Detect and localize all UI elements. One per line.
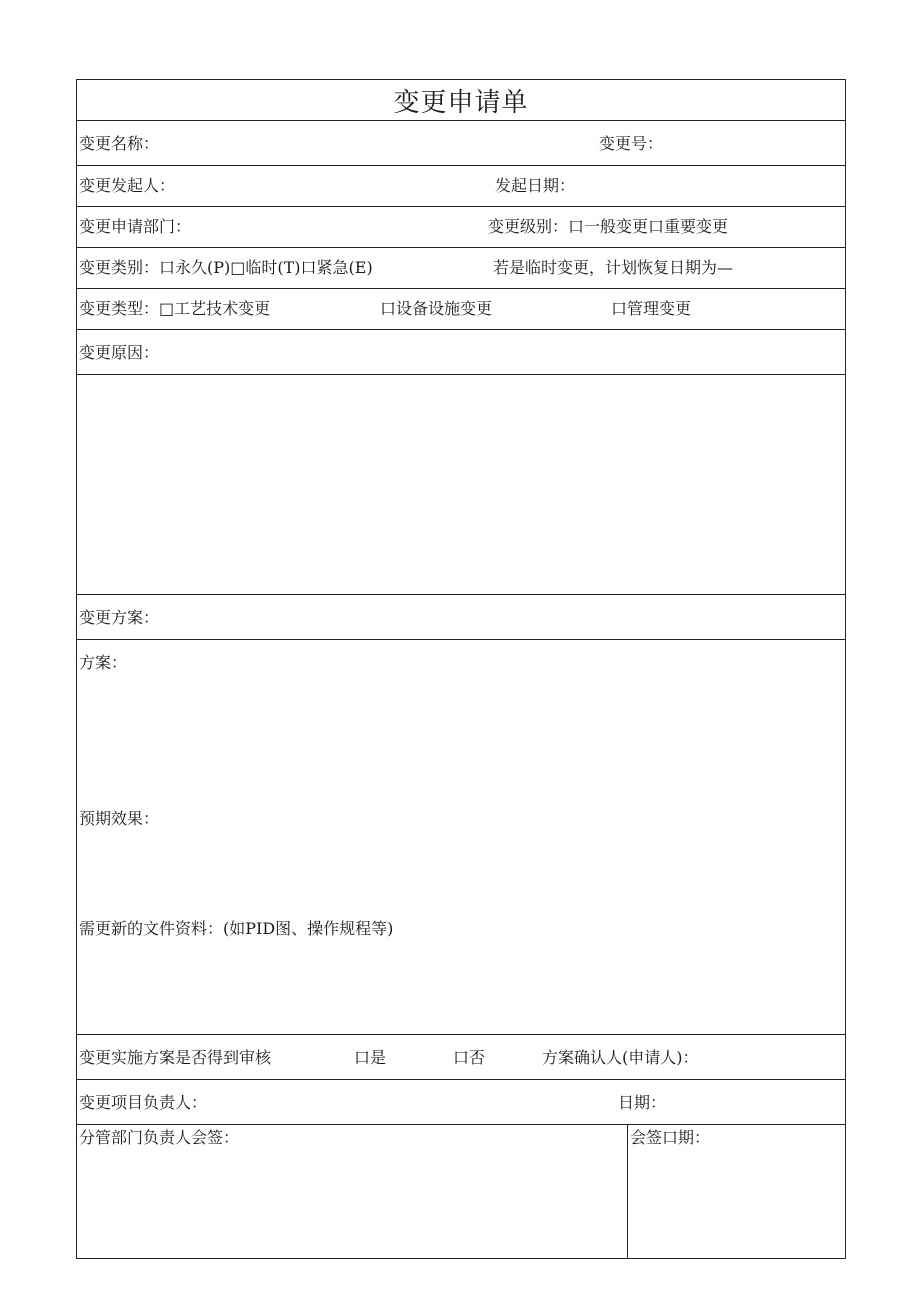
department-label: 变更申请部门： (79, 217, 192, 236)
change-type-equipment-option: 口设备设施变更 (380, 299, 493, 318)
title-row (77, 80, 845, 121)
date-label: 日期： (618, 1093, 667, 1112)
plan-confirmer-label: 方案确认人(申请人)： (542, 1048, 699, 1067)
form-title: 变更申请单 (393, 88, 529, 118)
scheme-label: 方案： (79, 653, 128, 672)
signature-divider (627, 1125, 628, 1259)
review-question-label: 变更实施方案是否得到审核 (79, 1048, 272, 1067)
review-row (77, 1035, 845, 1080)
change-type-process-option: 变更类型：□工艺技术变更 (79, 299, 271, 318)
change-request-form (76, 79, 846, 1259)
initiator-row (77, 166, 845, 207)
change-no-label: 变更号： (599, 134, 664, 153)
plan-header-row (77, 595, 845, 640)
change-name-row (77, 121, 845, 166)
initiator-label: 变更发起人： (79, 176, 176, 195)
reason-content-area[interactable] (77, 375, 845, 595)
sign-date-label: 会签口期： (630, 1128, 711, 1147)
review-yes-option[interactable]: 口是 (354, 1048, 387, 1067)
reason-header-row (77, 330, 845, 375)
dept-head-sign-label: 分管部门负责人会签： (79, 1128, 240, 1147)
change-level-options: 变更级别：口一般变更口重要变更 (488, 217, 729, 236)
category-row (77, 248, 845, 289)
temporary-restore-date-label: 若是临时变更，计划恢复日期为— (493, 258, 734, 277)
project-lead-row (77, 1080, 845, 1125)
change-name-label: 变更名称： (79, 134, 160, 153)
department-row (77, 207, 845, 248)
change-category-options: 变更类别：口永久(P)□临时(T)口紧急(E) (79, 258, 373, 277)
change-type-management-option: 口管理变更 (611, 299, 692, 318)
change-reason-label: 变更原因： (79, 343, 160, 362)
type-row (77, 289, 845, 330)
docs-update-label: 需更新的文件资料：(如PID图、操作规程等) (79, 919, 394, 938)
initiate-date-label: 发起日期： (495, 176, 576, 195)
project-lead-label: 变更项目负责人： (79, 1093, 208, 1112)
plan-content-area[interactable] (77, 640, 845, 1035)
expected-effect-label: 预期效果： (79, 809, 160, 828)
change-plan-label: 变更方案： (79, 608, 160, 627)
review-no-option[interactable]: 口否 (453, 1048, 486, 1067)
signature-row (77, 1125, 845, 1259)
